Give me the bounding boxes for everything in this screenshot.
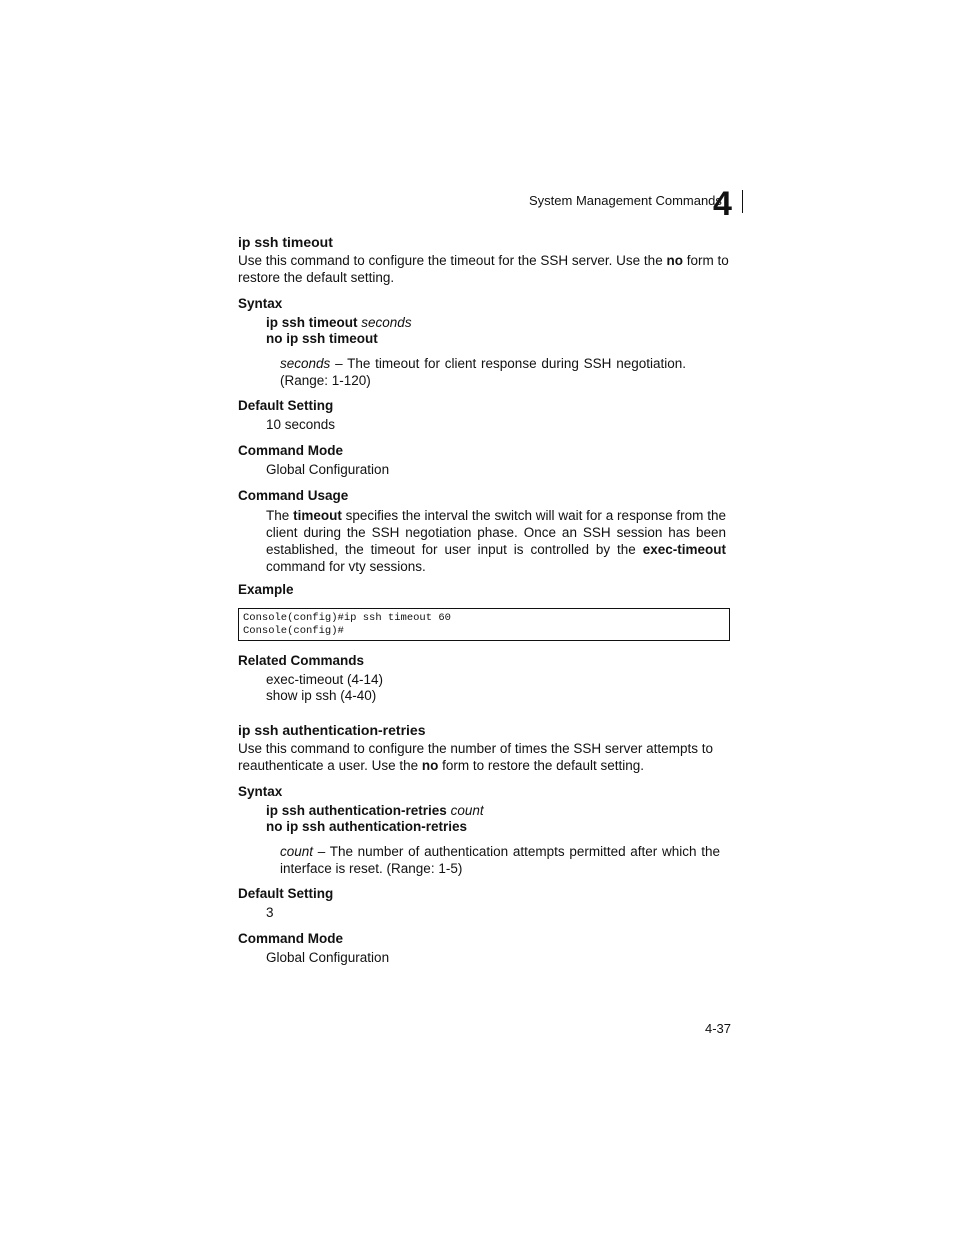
command-description: Use this command to configure the timeout for the SSH server. Use the no form to restore the default setting. (238, 253, 729, 285)
parameter-description: count – The number of authentication attempts permitted after which the interface is reset. (Range: 1-5) (280, 844, 720, 876)
command-title: ip ssh timeout (238, 234, 333, 250)
syntax-no-line: no ip ssh authentication-retries (266, 819, 468, 834)
related-commands-heading: Related Commands (238, 653, 365, 668)
command-description: Use this command to configure the number of times the SSH server attempts to reauthenticate a user. Use the no form to restore the default setting. (238, 741, 713, 773)
code-line: Console(config)# (243, 625, 344, 637)
code-example (238, 608, 730, 641)
related-command-link: exec-timeout (4-14) (266, 672, 384, 687)
default-setting-heading: Default Setting (238, 398, 334, 413)
command-usage-text: The timeout specifies the interval the switch will wait for a response from the client during the SSH negotiation phase. Once an SSH session has been established, the timeout for user input is controlled by the exec-timeout command for vty sessions. (266, 508, 726, 574)
parameter-description: seconds – The timeout for client response during SSH negotiation. (Range: 1-120) (280, 356, 686, 388)
syntax-no-line: no ip ssh timeout (266, 331, 378, 346)
command-mode-heading: Command Mode (238, 443, 344, 458)
command-title: ip ssh authentication-retries (238, 722, 426, 738)
default-setting-value: 3 (266, 905, 274, 920)
running-header: System Management Commands (529, 193, 722, 208)
code-line: Console(config)#ip ssh timeout 60 (243, 612, 451, 624)
example-heading: Example (238, 582, 294, 597)
command-mode-value: Global Configuration (266, 462, 390, 477)
page-number: 4-37 (705, 1021, 732, 1036)
syntax-line: ip ssh authentication-retries count (266, 803, 484, 818)
command-usage-heading: Command Usage (238, 488, 349, 503)
related-command-link: show ip ssh (4-40) (266, 688, 377, 703)
chapter-bar (742, 190, 743, 213)
chapter-number: 4 (713, 185, 732, 223)
command-mode-heading: Command Mode (238, 931, 344, 946)
command-mode-value: Global Configuration (266, 950, 390, 965)
syntax-heading: Syntax (238, 296, 283, 311)
syntax-heading: Syntax (238, 784, 283, 799)
default-setting-heading: Default Setting (238, 886, 334, 901)
syntax-line: ip ssh timeout seconds (266, 315, 412, 330)
default-setting-value: 10 seconds (266, 417, 336, 432)
